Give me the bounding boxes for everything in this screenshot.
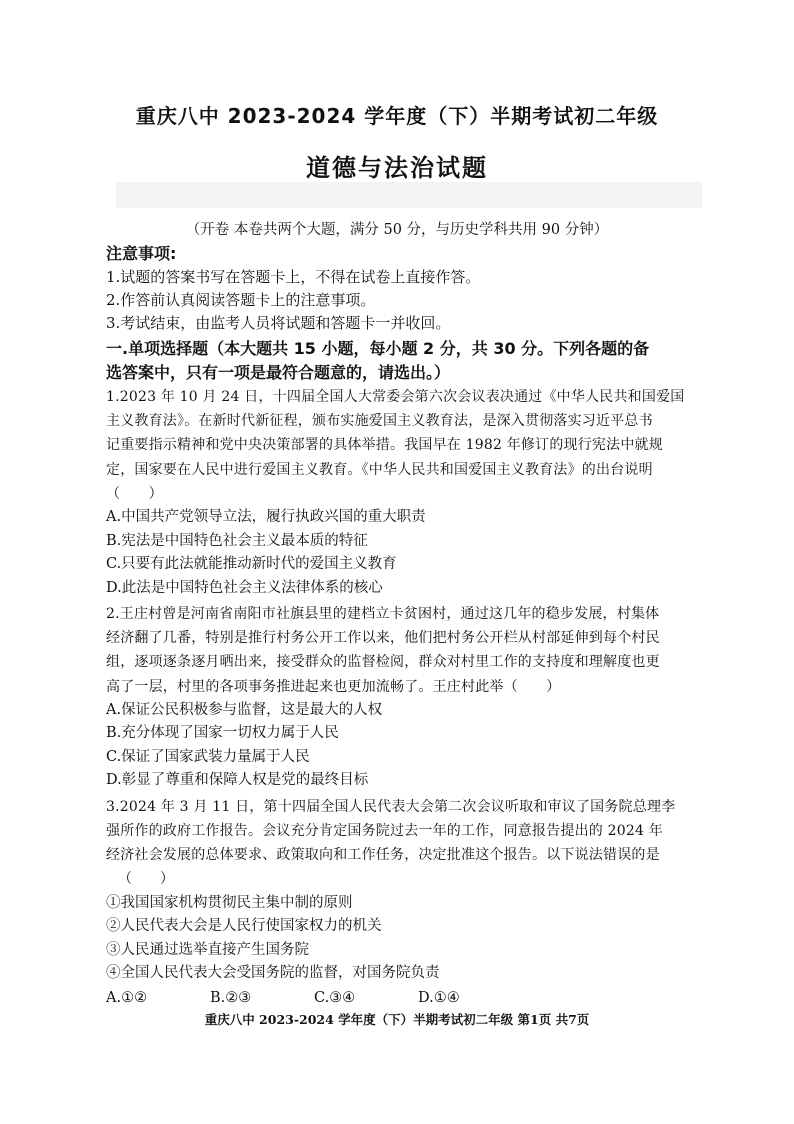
question-2 xyxy=(106,602,706,793)
question-text: 强所作的政府工作报告。会议充分肯定国务院过去一年的工作，同意报告提出的 2024 年 xyxy=(106,823,663,840)
choice-c: C.③④ xyxy=(314,989,356,1006)
exam-title: 重庆八中 2023-2024 学年度（下）半期考试初二年级 xyxy=(135,104,659,128)
choice-b: B.②③ xyxy=(210,989,252,1006)
option-a: A.保证公民积极参与监督，这是最大的人权 xyxy=(106,701,383,718)
choice-a: A.①② xyxy=(106,989,148,1006)
question-text: 定，国家要在人民中进行爱国主义教育。《中华人民共和国爱国主义教育法》的出台说明 xyxy=(106,461,653,478)
notice-item: 2.作答前认真阅读答题卡上的注意事项。 xyxy=(106,291,376,309)
choice-d: D.①④ xyxy=(418,989,460,1006)
question-1 xyxy=(106,385,706,600)
notice-item: 1.试题的答案书写在答题卡上，不得在试卷上直接作答。 xyxy=(106,268,481,286)
section-heading xyxy=(106,337,706,385)
statement-1: ①我国国家机构贯彻民主集中制的原则 xyxy=(106,894,353,911)
question-text: 3.2024 年 3 月 11 日，第十四届全国人民代表大会第二次会议听取和审议了国务院总理李 xyxy=(106,798,676,815)
option-a: A.中国共产党领导立法，履行执政兴国的重大职责 xyxy=(106,509,426,526)
section-heading-line: 一.单项选择题（本大题共 15 小题，每小题 2 分，共 30 分。下列各题的备 xyxy=(106,339,650,358)
scan-band xyxy=(116,182,702,208)
answer-blank: （ ） xyxy=(118,871,174,888)
option-c: C.只要有此法就能推动新时代的爱国主义教育 xyxy=(106,556,397,573)
option-d: D.彰显了尊重和保障人权是党的最终目标 xyxy=(106,772,369,789)
exam-body xyxy=(106,242,706,1010)
option-b: B.充分体现了国家一切权力属于人民 xyxy=(106,725,339,742)
statement-4: ④全国人民代表大会受国务院的监督，对国务院负责 xyxy=(106,965,440,982)
question-text: 组，逐项逐条逐月晒出来，接受群众的监督检阅，群众对村里工作的支持度和理解度也更 xyxy=(106,654,660,671)
exam-info: （开卷 本卷共两个大题，满分 50 分，与历史学科共用 90 分钟） xyxy=(185,222,609,238)
question-text: 经济社会发展的总体要求、政策取向和工作任务，决定批准这个报告。以下说法错误的是 xyxy=(106,847,660,864)
option-b: B.宪法是中国特色社会主义最本质的特征 xyxy=(106,532,368,549)
statement-3: ③人民通过选举直接产生国务院 xyxy=(106,941,309,958)
choice-row xyxy=(106,986,706,1010)
question-text: 2.王庄村曾是河南省南阳市社旗县里的建档立卡贫困村，通过这几年的稳步发展，村集体 xyxy=(106,606,660,623)
question-text: 1.2023 年 10 月 24 日，十四届全国人大常委会第六次会议表决通过《中华人民共和国爱国 xyxy=(106,389,685,405)
question-3 xyxy=(106,795,706,1010)
answer-blank: （ ） xyxy=(106,485,163,502)
option-d: D.此法是中国特色社会主义法律体系的核心 xyxy=(106,579,383,596)
option-c: C.保证了国家武装力量属于人民 xyxy=(106,748,310,765)
question-text: 经济翻了几番，特别是推行村务公开工作以来，他们把村务公开栏从村部延伸到每个村民 xyxy=(106,630,660,647)
question-text: 高了一层，村里的各项事务推进起来也更加流畅了。王庄村此举（ ） xyxy=(106,678,561,695)
question-text: 记重要指示精神和党中央决策部署的具体举措。我国早在 1982 年修订的现行宪法中就规 xyxy=(106,437,663,454)
notice-item: 3.考试结束，由监考人员将试题和答题卡一并收回。 xyxy=(106,314,451,332)
question-text: 主义教育法》。在新时代新征程，颁布实施爱国主义教育法，是深入贯彻落实习近平总书 xyxy=(106,413,653,430)
page-footer: 重庆八中 2023-2024 学年度（下）半期考试初二年级 第1页 共7页 xyxy=(204,1012,590,1027)
statement-2: ②人民代表大会是人民行使国家权力的机关 xyxy=(106,918,382,935)
section-heading-line: 选答案中，只有一项是最符合题意的，请选出。） xyxy=(106,363,451,382)
subject-title: 道德与法治试题 xyxy=(306,154,488,182)
notice-heading: 注意事项: xyxy=(106,244,177,263)
